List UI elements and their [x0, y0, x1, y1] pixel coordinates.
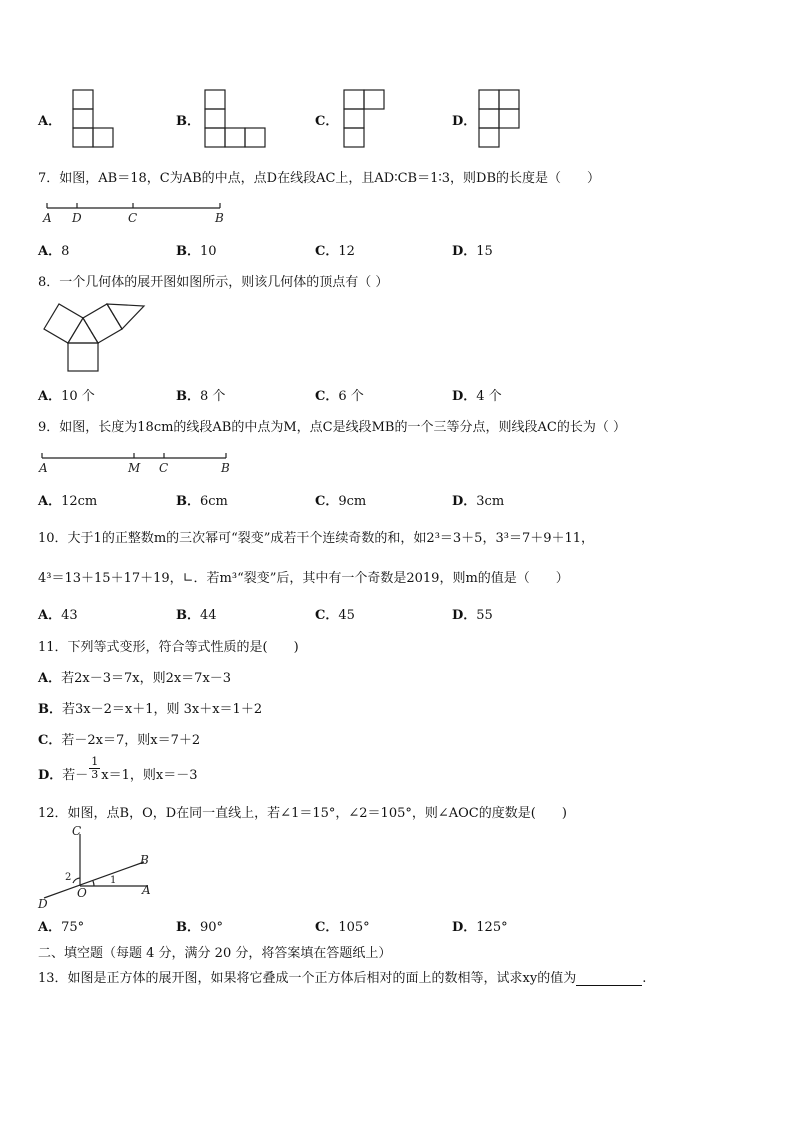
- q6-net-b: [205, 90, 267, 148]
- q9-label-c: C: [159, 461, 169, 475]
- q6-option-c: C．: [315, 114, 339, 129]
- q7-option-d: D．15: [452, 244, 493, 259]
- q11-option-a: A．若2x－3＝7x，则2x＝7x－3: [38, 671, 232, 686]
- q11-option-d: D．若－ $\frac{1}{3}$ x＝1，则x＝－3: [38, 755, 198, 783]
- q8-option-c: C．6 个: [315, 389, 364, 404]
- q10-option-b: B．44: [176, 608, 217, 623]
- q6-option-b: B．: [176, 114, 200, 129]
- q12-label-angle2: 2: [65, 872, 72, 883]
- q7-option-b: B．10: [176, 244, 217, 259]
- q9-option-c: C．9cm: [315, 494, 367, 509]
- q9-label-m: M: [128, 461, 141, 475]
- q12-label-angle1: 1: [110, 875, 117, 886]
- q7-label-b: B: [215, 211, 224, 225]
- q9-question: 9．如图，长度为18cm的线段AB的中点为M，点C是线段MB的一个三等分点，则线段AC的长为（ ）: [38, 420, 626, 435]
- q9-label-b: B: [221, 461, 230, 475]
- fraction-one-third: $\frac{1}{3}$: [91, 755, 99, 781]
- q8-question: 8．一个几何体的展开图如图所示，则该几何体的顶点有（ ）: [38, 275, 389, 290]
- q7-option-a: A．8: [38, 244, 70, 259]
- q10-option-d: D．55: [452, 608, 493, 623]
- q12-option-a: A．75°: [38, 920, 85, 935]
- q7-label-c: C: [128, 211, 138, 225]
- q12-option-c: C．105°: [315, 920, 370, 935]
- q12-angle-figure: [38, 824, 156, 910]
- q6-net-c: [344, 90, 386, 148]
- q7-label-d: D: [72, 211, 82, 225]
- answer-blank[interactable]: [576, 973, 642, 986]
- q13-question: 13．如图是正方体的展开图，如果将它叠成一个正方体后相对的面上的数相等，试求xy的值为 .: [38, 971, 647, 986]
- q8-net-figure: [40, 298, 150, 373]
- q7-segment-figure: [40, 200, 230, 226]
- q12-option-b: B．90°: [176, 920, 224, 935]
- q6-option-d: D．: [452, 114, 477, 129]
- q12-label-c: C: [72, 824, 82, 838]
- q8-option-a: A．10 个: [38, 389, 95, 404]
- section-heading-fill-blank: 二、填空题（每题 4 分，满分 20 分，将答案填在答题纸上）: [38, 946, 392, 961]
- q12-option-d: D．125°: [452, 920, 508, 935]
- q8-option-d: D．4 个: [452, 389, 502, 404]
- q10-option-c: C．45: [315, 608, 355, 623]
- q7-option-c: C．12: [315, 244, 355, 259]
- q9-option-a: A．12cm: [38, 494, 98, 509]
- q10-question-line2: 4³＝13＋15＋17＋19，∟．若m³“裂变”后，其中有一个奇数是2019，则m的值是（ ）: [38, 571, 569, 586]
- q12-question: 12．如图，点B，O，D在同一直线上，若∠1＝15°，∠2＝105°，则∠AOC的度数是( ): [38, 806, 567, 821]
- q10-option-a: A．43: [38, 608, 78, 623]
- q11-question: 11．下列等式变形，符合等式性质的是( ): [38, 640, 299, 655]
- q6-option-a: A．: [38, 114, 62, 129]
- q11-option-b: B．若3x－2＝x＋1，则 3x＋x＝1＋2: [38, 702, 263, 717]
- q12-label-o: O: [77, 886, 87, 900]
- q11-option-c: C．若－2x＝7，则x＝7＋2: [38, 733, 201, 748]
- q9-option-b: B．6cm: [176, 494, 228, 509]
- q8-option-b: B．8 个: [176, 389, 226, 404]
- q6-net-d: [479, 90, 521, 148]
- q7-question: 7．如图，AB＝18，C为AB的中点，点D在线段AC上，且AD∶CB＝1∶3，则DB的长度是（ ）: [38, 171, 600, 186]
- q12-label-d: D: [38, 897, 48, 911]
- q9-segment-figure: [36, 452, 232, 478]
- q10-question-line1: 10．大于1的正整数m的三次幂可“裂变”成若干个连续奇数的和，如2³＝3＋5，3³＝7＋9＋11，: [38, 531, 595, 546]
- q6-net-a: [73, 90, 115, 148]
- q9-label-a: A: [39, 461, 48, 475]
- q12-label-b: B: [140, 853, 149, 867]
- q9-option-d: D．3cm: [452, 494, 505, 509]
- q12-label-a: A: [142, 883, 151, 897]
- q7-label-a: A: [43, 211, 52, 225]
